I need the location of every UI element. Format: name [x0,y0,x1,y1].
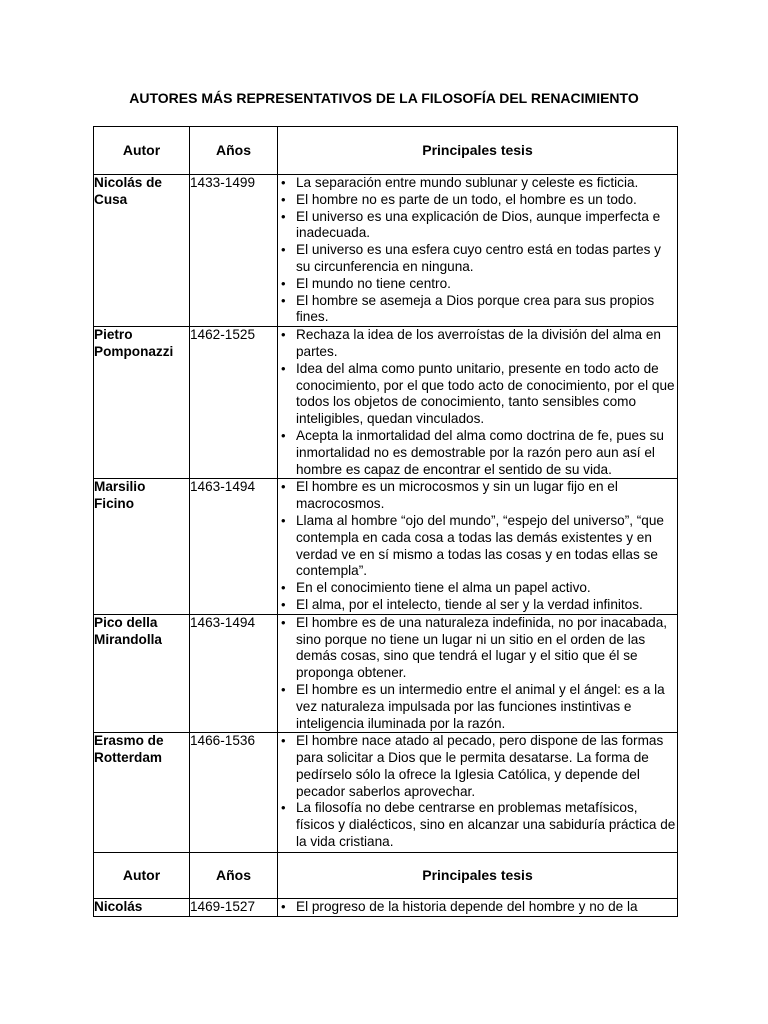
thesis-item: • El hombre es de una naturaleza indefinida, no por inacabada, sino porque no tiene un lugar ni un sitio en el orden de las demás cosas, sino que tendrá el lugar y el sitio que él se proponga obtener. [278,615,677,682]
author-cell: Nicolás [94,899,190,917]
theses-cell [278,733,678,853]
thesis-item: • Idea del alma como punto unitario, presente en todo acto de conocimiento, por el que todo acto de conocimiento, por el que todos los objetos de conocimiento, tanto sensibles como inteligibles, quedan vinculados. [278,361,677,428]
table-row [94,175,678,327]
theses-cell [278,479,678,614]
theses-list [278,733,677,851]
thesis-item: • El alma, por el intelecto, tiende al ser y la verdad infinitos. [278,597,677,614]
thesis-item: • La separación entre mundo sublunar y celeste es ficticia. [278,175,677,192]
thesis-item: • El universo es una esfera cuyo centro está en todas partes y su circunferencia en ninguna. [278,242,677,276]
column-header: Autor [94,127,190,175]
table-row [94,733,678,853]
table-header-row [94,127,678,175]
column-header: Años [190,853,278,899]
years-cell: 1433-1499 [190,175,278,327]
theses-cell [278,614,678,733]
thesis-item: • El hombre nace atado al pecado, pero dispone de las formas para solicitar a Dios que le permita desatarse. La forma de pedírselo sólo la ofrece la Iglesia Católica, y depende del pecador saberlos aprovechar. [278,733,677,800]
years-cell: 1469-1527 [190,899,278,917]
author-cell: Nicolás de Cusa [94,175,190,327]
thesis-item: • El universo es una explicación de Dios, aunque imperfecta e inadecuada. [278,209,677,243]
years-cell: 1463-1494 [190,479,278,614]
column-header: Años [190,127,278,175]
thesis-item: • En el conocimiento tiene el alma un papel activo. [278,580,677,597]
theses-cell [278,327,678,479]
author-cell: Marsilio Ficino [94,479,190,614]
thesis-item: • Acepta la inmortalidad del alma como doctrina de fe, pues su inmortalidad no es demostrable por la razón pero aun así el hombre es capaz de encontrar el sentido de su vida. [278,428,677,478]
table-row [94,899,678,917]
theses-list [278,615,677,733]
years-cell: 1463-1494 [190,614,278,733]
table-row [94,479,678,614]
author-cell: Erasmo de Rotterdam [94,733,190,853]
theses-cell [278,899,678,917]
table-body [94,127,678,917]
document-title: AUTORES MÁS REPRESENTATIVOS DE LA FILOSOFÍA DEL RENACIMIENTO [129,90,639,106]
years-cell: 1462-1525 [190,327,278,479]
thesis-item: • La filosofía no debe centrarse en problemas metafísicos, físicos y dialécticos, sino en alcanzar una sabiduría práctica de la vida cristiana. [278,800,677,850]
theses-list [278,899,677,916]
thesis-item: • Rechaza la idea de los averroístas de la división del alma en partes. [278,327,677,361]
theses-list [278,175,677,326]
table-row [94,327,678,479]
table-row [94,614,678,733]
theses-list [278,479,677,613]
years-cell: 1466-1536 [190,733,278,853]
thesis-item: • El hombre es un microcosmos y sin un lugar fijo en el macrocosmos. [278,479,677,513]
theses-list [278,327,677,478]
thesis-item: • El mundo no tiene centro. [278,276,677,293]
author-cell: Pietro Pomponazzi [94,327,190,479]
author-cell: Pico della Mirandolla [94,614,190,733]
column-header: Principales tesis [278,853,678,899]
thesis-item: • El hombre se asemeja a Dios porque crea para sus propios fines. [278,293,677,327]
thesis-item: • El hombre es un intermedio entre el animal y el ángel: es a la vez naturaleza impulsada por las funciones instintivas e inteligencia iluminada por la razón. [278,682,677,732]
authors-table [93,126,678,917]
thesis-item: • El hombre no es parte de un todo, el hombre es un todo. [278,192,677,209]
thesis-item: • Llama al hombre “ojo del mundo”, “espejo del universo”, “que contempla en cada cosa a todas las demás existentes y en verdad ve en sí mismo a todas las cosas y en todas ellas se contempla”. [278,513,677,580]
theses-cell [278,175,678,327]
table-header-row [94,853,678,899]
column-header: Autor [94,853,190,899]
column-header: Principales tesis [278,127,678,175]
thesis-item: • El progreso de la historia depende del hombre y no de la [278,899,677,916]
